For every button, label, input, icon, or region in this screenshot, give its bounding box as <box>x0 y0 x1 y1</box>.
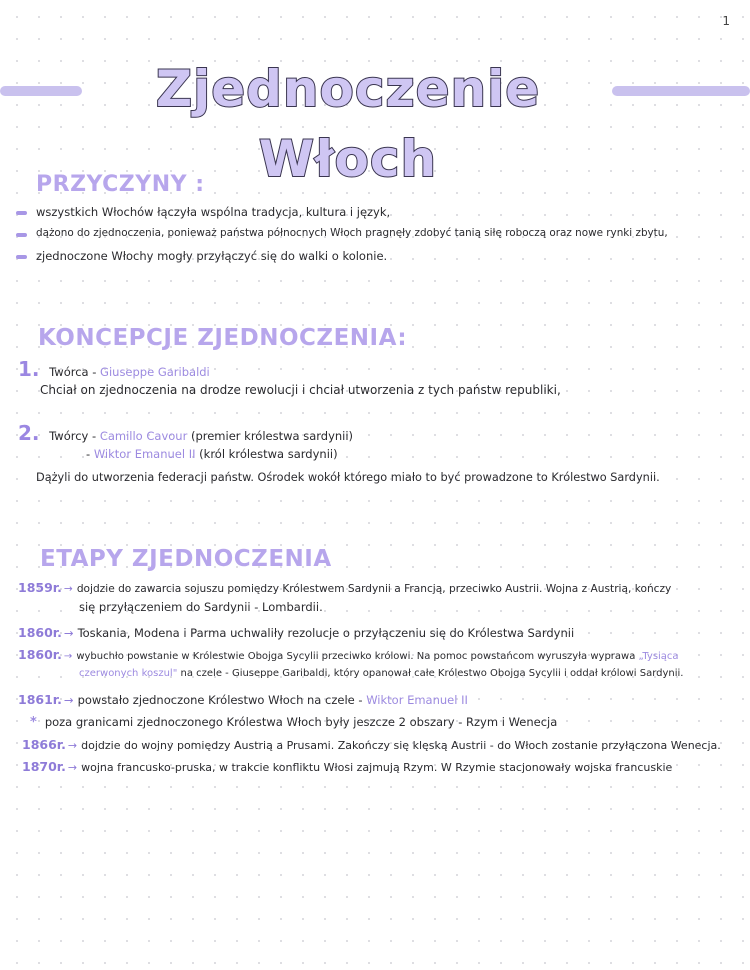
etap-highlight: „Tysiąca <box>638 651 679 662</box>
etap-text: dojdzie do zawarcia sojuszu pomiędzy Królestwem Sardynii a Francją, przeciwko Austrii. Wojna z Austrią, kończy <box>76 583 672 595</box>
etap-year: 1859r. <box>18 580 62 595</box>
etap-text: dojdzie do wojny pomiędzy Austrią a Prusami. Zakończy się klęską Austrii - do Włoch zostanie przyłączona Wenecja. <box>81 739 721 752</box>
etap-note-rzym-wenecja <box>30 715 557 730</box>
etap-text: Toskania, Modena i Parma uchwaliły rezolucje o przyłączeniu się do Królestwa Sardynii <box>77 626 575 640</box>
etap-text: wybuchło powstanie w Królestwie Obojga Sycylii przeciwko królowi. Na pomoc powstańcom wyruszyła wyprawa <box>76 651 636 662</box>
title-decoration-left <box>0 86 82 96</box>
koncepcja-2-creator-name: Camillo Cavour <box>99 429 188 443</box>
koncepcja-2-second-creator-name: Wiktor Emanuel II <box>93 447 196 461</box>
koncepcja-2-second-creator-line: - Wiktor Emanuel II (król królestwa sardynii) <box>86 447 338 461</box>
przyczyny-bullet-1: wszystkich Włochów łączyła wspólna tradycja, kultura i język, <box>36 205 391 219</box>
etap-1860-powstanie-line-1 <box>18 647 679 662</box>
etap-year: 1861r. <box>18 692 62 707</box>
etap-1860-powstanie-line-2 <box>79 668 683 679</box>
koncepcja-2-creator-line <box>18 421 353 445</box>
etap-1866 <box>22 737 721 752</box>
bullet-marker <box>16 211 27 215</box>
section-heading-koncepcje: KONCEPCJE ZJEDNOCZENIA: <box>38 325 408 351</box>
bullet-marker <box>16 233 27 237</box>
etap-1870 <box>22 759 672 774</box>
etap-text: powstało zjednoczone Królestwo Włoch na czele - <box>77 693 363 707</box>
arrow-right-icon: → <box>63 693 74 707</box>
koncepcja-1-description: Chciał on zjednoczenia na drodze rewolucji i chciał utworzenia z tych państw republiki, <box>40 383 561 397</box>
koncepcja-2-number: 2. <box>18 421 40 445</box>
koncepcja-2-description: Dążyli do utworzenia federacji państw. Ośrodek wokół którego miało to być prowadzone to Królestwo Sardynii. <box>36 471 660 484</box>
asterisk-icon: * <box>30 715 37 730</box>
koncepcja-2-creator-note: (premier królestwa sardynii) <box>190 429 354 443</box>
page-number: 1 <box>722 14 730 28</box>
arrow-right-icon: → <box>63 583 73 595</box>
section-heading-etapy: ETAPY ZJEDNOCZENIA <box>40 546 332 572</box>
etap-text: poza granicami zjednoczonego Królestwa Włoch były jeszcze 2 obszary - Rzym i Wenecja <box>44 715 558 729</box>
etap-highlight: czerwonych koszul" <box>79 668 178 679</box>
title-decoration-right <box>612 86 750 96</box>
arrow-right-icon: → <box>63 626 74 640</box>
section-heading-przyczyny: PRZYCZYNY : <box>36 172 205 197</box>
przyczyny-bullet-2: dążono do zjednoczenia, ponieważ państwa północnych Włoch pragnęły zdobyć tanią siłę roboczą oraz nowe rynki zbytu, <box>36 227 668 239</box>
koncepcja-1-creator-label: Twórca - <box>49 365 97 379</box>
etap-1859-line-2: się przyłączeniem do Sardynii - Lombardii. <box>79 600 323 614</box>
etap-year: 1870r. <box>22 759 66 774</box>
koncepcja-2-second-creator-note: (król królestwa sardynii) <box>199 447 338 461</box>
etap-text: wojna francusko-pruska, w trakcie konfliktu Włosi zajmują Rzym. W Rzymie stacjonowały wojska francuskie <box>81 761 673 774</box>
koncepcja-1-creator-line <box>18 357 210 381</box>
etap-1860-toskania <box>18 625 574 640</box>
etap-highlight: Wiktor Emanuel II <box>366 693 468 707</box>
page-title: Zjednoczenie Włoch <box>155 60 541 188</box>
etap-year: 1860r. <box>18 625 62 640</box>
etap-1861 <box>18 692 468 707</box>
arrow-right-icon: → <box>63 651 73 662</box>
etap-year: 1860r. <box>18 647 62 662</box>
bullet-marker <box>16 255 27 259</box>
koncepcja-1-creator-name: Giuseppe Garibaldi <box>100 365 210 379</box>
etap-year: 1866r. <box>22 737 66 752</box>
koncepcja-1-number: 1. <box>18 357 40 381</box>
arrow-right-icon: → <box>67 739 78 752</box>
przyczyny-bullet-3: zjednoczone Włochy mogły przyłączyć się do walki o kolonie. <box>36 249 388 263</box>
arrow-right-icon: → <box>67 761 78 774</box>
etap-1859-line-1 <box>18 580 671 595</box>
koncepcja-2-creator-label: Twórcy - <box>49 429 97 443</box>
etap-text: na czele - Giuseppe Garibaldi, który opanował całe Królestwo Obojga Sycylii i oddał królowi Sardynii. <box>180 668 684 679</box>
